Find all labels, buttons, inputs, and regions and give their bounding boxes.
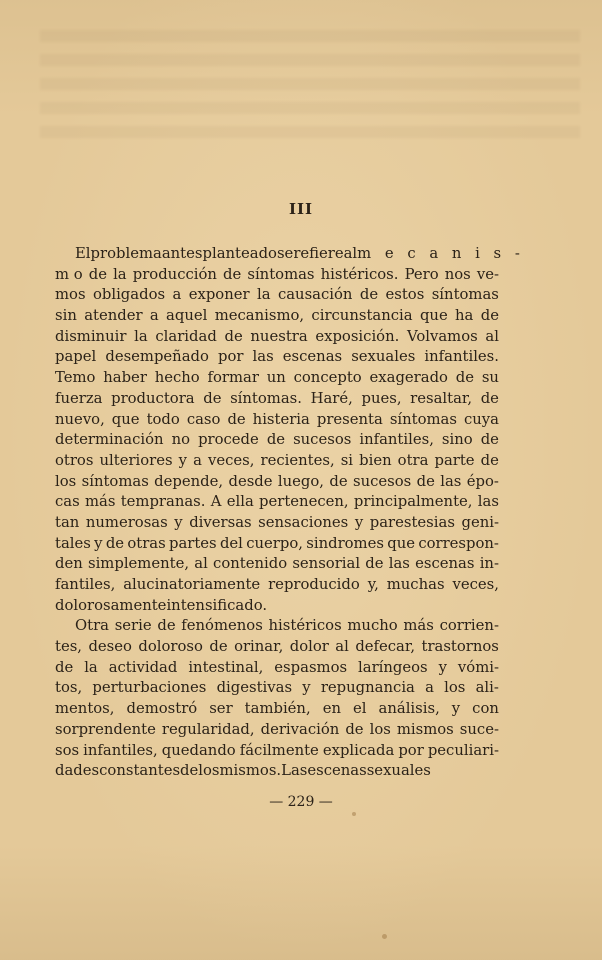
word: doloroso (138, 638, 203, 656)
word: y (451, 700, 461, 718)
word: las (252, 348, 274, 366)
text-line (55, 347, 499, 368)
bleed-through-texture (40, 30, 580, 150)
word: causación (277, 286, 353, 304)
word: los (444, 679, 466, 697)
word: espasmos (274, 658, 348, 676)
word: papel (55, 348, 97, 366)
word: ulteriores (99, 451, 173, 469)
word: infantiles. (424, 348, 499, 366)
word: estos (385, 286, 425, 304)
word: actividad (108, 658, 178, 676)
word: síntomas (389, 410, 457, 428)
word: exposición. (315, 327, 400, 345)
word: al (335, 638, 349, 656)
word: de (359, 286, 379, 304)
word: resaltar, (410, 389, 473, 407)
word: de (224, 327, 243, 345)
word: épo- (466, 472, 499, 490)
word: parestesias (369, 513, 455, 531)
word: veces, (452, 576, 499, 593)
word: otra (397, 451, 429, 469)
word: histéricos (268, 617, 342, 635)
chapter-heading: III (288, 200, 314, 218)
word: fácilmente (239, 741, 319, 759)
word: peculiari- (427, 741, 499, 759)
word: Pero (404, 265, 439, 283)
word: de (416, 472, 435, 490)
word: dolor (289, 638, 329, 656)
word: no (171, 431, 191, 449)
word: ella (226, 493, 254, 511)
word: fenómenos (181, 617, 263, 635)
word: de (365, 555, 384, 573)
word: síntomas (431, 286, 499, 304)
word: in- (479, 555, 499, 573)
word: producción (132, 265, 217, 283)
text-line (55, 658, 499, 679)
word: quedando (161, 741, 236, 759)
text-line (55, 678, 499, 699)
word: de (345, 720, 364, 738)
word: depende, (154, 472, 224, 490)
word: que (387, 534, 416, 552)
text-line (55, 513, 499, 534)
word: ve- (476, 265, 499, 283)
word: histeria (252, 410, 310, 428)
word: vómi- (457, 658, 499, 676)
word: la (113, 265, 127, 283)
word: y (438, 658, 447, 676)
word: nuestra (250, 327, 308, 345)
word: mismos. (219, 762, 282, 780)
word: a (193, 451, 202, 469)
word: productora (111, 389, 195, 407)
text-line (55, 616, 499, 637)
word: derivación (260, 720, 340, 738)
word: y (302, 679, 311, 697)
word: y (94, 534, 103, 552)
word: mentos, (55, 700, 115, 718)
word: la (256, 286, 271, 304)
word: presenta (316, 410, 383, 428)
word: las (477, 493, 499, 511)
word: al (485, 327, 499, 345)
text-line (55, 554, 499, 575)
word: tes, (55, 638, 82, 656)
word: en (322, 700, 341, 718)
word: infantiles, (359, 431, 434, 449)
word: deseo (88, 638, 132, 656)
word: antes (161, 245, 203, 262)
word: sucesos (353, 472, 412, 490)
word: Temo (55, 369, 96, 387)
word: de (329, 472, 348, 490)
word: cuerpo, (246, 534, 303, 552)
word: los (198, 762, 220, 780)
word: repugnancia (320, 679, 415, 697)
word: que (419, 307, 448, 325)
text-line (55, 472, 499, 493)
word: síntomas. (230, 389, 302, 407)
text-line (55, 575, 499, 596)
word: A (210, 493, 222, 511)
word: sorprendente (55, 720, 156, 738)
word: nuevo, (55, 410, 105, 428)
word: de (180, 762, 199, 780)
word: y (178, 451, 188, 469)
word: exponer (188, 286, 250, 304)
text-line (55, 285, 499, 306)
text-line (55, 306, 499, 327)
word: Las (281, 762, 308, 780)
word: las (440, 472, 462, 490)
word: sensaciones (258, 513, 349, 531)
word: formar (207, 369, 259, 387)
word: parte (434, 451, 475, 469)
word: intestinal, (188, 658, 264, 676)
word: de (455, 369, 475, 387)
word: más (84, 493, 116, 511)
word: se (276, 245, 294, 262)
word: por (398, 741, 424, 759)
word: a (149, 307, 159, 325)
word: al (343, 245, 358, 262)
word: del (219, 534, 243, 552)
word: intensificado. (166, 596, 268, 614)
word: de (105, 534, 125, 552)
word: también, (244, 700, 311, 718)
word: ali- (475, 679, 499, 697)
text-line (55, 596, 499, 617)
word: tempranas. (120, 493, 206, 511)
word: sos (55, 741, 80, 759)
word: aquel (166, 307, 208, 325)
word: a (172, 286, 182, 304)
word: haber (103, 369, 147, 387)
word: de (209, 638, 228, 656)
word: síntomas (81, 472, 149, 490)
word: trastornos (421, 638, 499, 656)
word: Otra (75, 617, 109, 635)
word: geni- (461, 513, 499, 531)
word: disminuir (55, 327, 127, 345)
word: de (88, 265, 107, 283)
word: refiere (293, 245, 344, 262)
word: m e c a n i s - (357, 245, 525, 262)
word: determinación (55, 431, 164, 449)
word: sensorial (292, 555, 361, 573)
word: y, (367, 576, 379, 593)
word: digestivas (216, 679, 293, 697)
body-text (55, 244, 525, 782)
word: las (388, 555, 410, 573)
word: de (480, 431, 499, 449)
word: Volvamos (407, 327, 478, 345)
text-line (55, 761, 499, 782)
word: numerosas (85, 513, 168, 531)
word: constantes (99, 762, 181, 780)
word: cuya (463, 410, 499, 428)
word: suce- (459, 720, 499, 738)
word: luego, (277, 472, 325, 490)
word: contenido (213, 555, 288, 573)
word: ha (455, 307, 474, 325)
word: escenas (307, 762, 367, 780)
word: partes (168, 534, 217, 552)
word: más (403, 617, 434, 635)
text-line (55, 699, 499, 720)
word: tos, (55, 679, 83, 697)
text-line (55, 534, 499, 555)
word: m o (55, 265, 83, 283)
text-line (55, 637, 499, 658)
word: recientes, (260, 451, 335, 469)
word: alucinatoriamente (123, 576, 261, 593)
word: obligados (92, 286, 166, 304)
word: procede (198, 431, 259, 449)
word: nos (444, 265, 471, 283)
word: análisis, (378, 700, 440, 718)
text-line (55, 327, 499, 348)
word: planteado (202, 245, 277, 262)
word: de (480, 389, 499, 407)
word: simplemente, (87, 555, 190, 573)
word: veces, (207, 451, 255, 469)
word: muchas (386, 576, 445, 593)
word: dades (55, 762, 100, 780)
text-line (55, 244, 525, 265)
word: atender (84, 307, 143, 325)
word: otras (127, 534, 166, 552)
word: y (174, 513, 183, 531)
paper-speck (352, 812, 356, 816)
word: demostró (126, 700, 198, 718)
word: al (194, 555, 208, 573)
word: de (55, 658, 74, 676)
word: desde (228, 472, 273, 490)
word: dolorosamente (55, 596, 167, 614)
text-line (55, 492, 499, 513)
word: mismos (396, 720, 454, 738)
word: circunstancia (311, 307, 413, 325)
word: tan (55, 513, 80, 531)
word: fantiles, (55, 576, 116, 593)
word: infantiles, (83, 741, 158, 759)
word: desempeñado (105, 348, 209, 366)
word: correspon- (418, 534, 499, 552)
word: tales (55, 534, 91, 552)
word: los (369, 720, 391, 738)
word: perturbaciones (92, 679, 207, 697)
word: defecar, (355, 638, 416, 656)
word: sexuales (366, 762, 431, 780)
word: diversas (189, 513, 252, 531)
word: la (134, 327, 148, 345)
word: la (84, 658, 98, 676)
word: mucho (347, 617, 398, 635)
word: escenas (282, 348, 343, 366)
word: den (55, 555, 83, 573)
word: cas (55, 493, 80, 511)
word: ser (209, 700, 233, 718)
word: sino (441, 431, 473, 449)
word: otros (55, 451, 94, 469)
word: sucesos (293, 431, 352, 449)
word: principalmente, (353, 493, 473, 511)
word: a (425, 679, 434, 697)
word: de (157, 617, 176, 635)
word: regularidad, (161, 720, 255, 738)
word: y (354, 513, 364, 531)
word: reproducido (268, 576, 360, 593)
word: laríngeos (358, 658, 428, 676)
word: los (55, 472, 77, 490)
word: el (353, 700, 367, 718)
word: caso (186, 410, 221, 428)
text-line (55, 430, 499, 451)
word: Haré, (310, 389, 353, 407)
word: de (480, 307, 499, 325)
word: que (111, 410, 140, 428)
word: sexuales (351, 348, 416, 366)
text-line (55, 389, 499, 410)
word: de (223, 265, 242, 283)
word: orinar, (234, 638, 284, 656)
page-number: — 229 — (269, 794, 333, 810)
word: sindromes (306, 534, 384, 552)
word: un (266, 369, 286, 387)
word: problema (90, 245, 162, 262)
text-line (55, 368, 499, 389)
word: pues, (361, 389, 402, 407)
word: pertenecen, (259, 493, 349, 511)
word: por (218, 348, 244, 366)
word: de (227, 410, 246, 428)
text-line (55, 410, 499, 431)
word: mos (55, 286, 86, 304)
text-line (55, 265, 499, 286)
word: histéricos. (320, 265, 399, 283)
word: mecanismo, (214, 307, 305, 325)
word: escenas (415, 555, 475, 573)
word: si (340, 451, 354, 469)
text-line (55, 741, 499, 762)
paper-speck (382, 934, 387, 939)
word: corrien- (439, 617, 499, 635)
word: con (472, 700, 499, 718)
word: explicada (322, 741, 395, 759)
word: síntomas (247, 265, 315, 283)
word: de (203, 389, 222, 407)
word: de (480, 451, 499, 469)
word: concepto (293, 369, 362, 387)
word: exagerado (369, 369, 448, 387)
word: El (75, 245, 91, 262)
word: claridad (155, 327, 217, 345)
text-line (55, 451, 499, 472)
word: fuerza (55, 389, 103, 407)
word: sin (55, 307, 77, 325)
word: su (481, 369, 499, 387)
word: bien (359, 451, 392, 469)
word: hecho (154, 369, 200, 387)
word: todo (146, 410, 180, 428)
text-line (55, 720, 499, 741)
word: de (266, 431, 286, 449)
word: serie (114, 617, 152, 635)
